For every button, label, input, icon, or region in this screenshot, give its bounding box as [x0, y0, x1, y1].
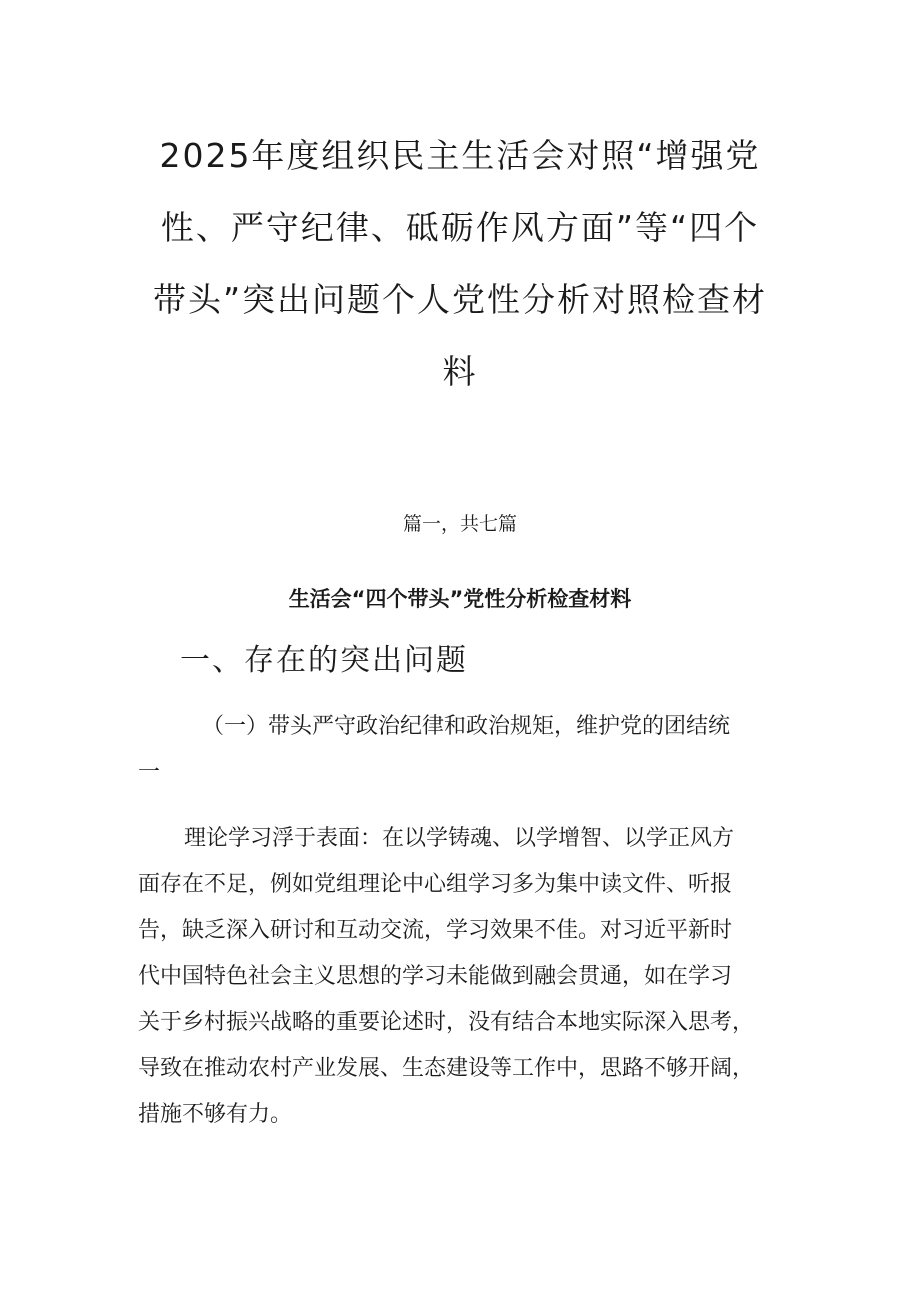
heading-2-line: 一: [138, 760, 161, 785]
paragraph-line: 告，缺乏深入研讨和互动交流，学习效果不佳。对习近平新时: [138, 918, 733, 943]
paragraph-line: 措施不够有力。: [138, 1102, 293, 1127]
title-line: 性、严守纪律、砥砺作风方面”等“四个: [160, 208, 760, 247]
heading-2-line: （一）带头严守政治纪律和政治规矩，维护党的团结统: [202, 714, 731, 739]
paragraph-line: 关于乡村振兴战略的重要论述时，没有结合本地实际深入思考，: [138, 1010, 755, 1035]
title-line: 料: [442, 352, 478, 391]
body-paragraph: [138, 816, 808, 1138]
heading-level-1: 一、存在的突出问题: [180, 643, 468, 678]
title-line: 2025年度组织民主生活会对照“增强党: [159, 136, 761, 175]
paragraph-line: 理论学习浮于表面：在以学铸魂、以学增智、以学正风方: [184, 826, 735, 851]
document-subtitle: 篇一，共七篇: [402, 513, 517, 535]
document-title: [150, 120, 770, 408]
heading-level-2: [138, 704, 798, 796]
paragraph-line: 面存在不足，例如党组理论中心组学习多为集中读文件、听报: [138, 872, 733, 897]
paragraph-line: 导致在推动农村产业发展、生态建设等工作中，思路不够开阔，: [138, 1056, 755, 1081]
paragraph-line: 代中国特色社会主义思想的学习未能做到融会贯通，如在学习: [138, 964, 733, 989]
title-line: 带头”突出问题个人党性分析对照检查材: [152, 280, 768, 319]
section-heading: 生活会“四个带头”党性分析检查材料: [288, 587, 632, 611]
